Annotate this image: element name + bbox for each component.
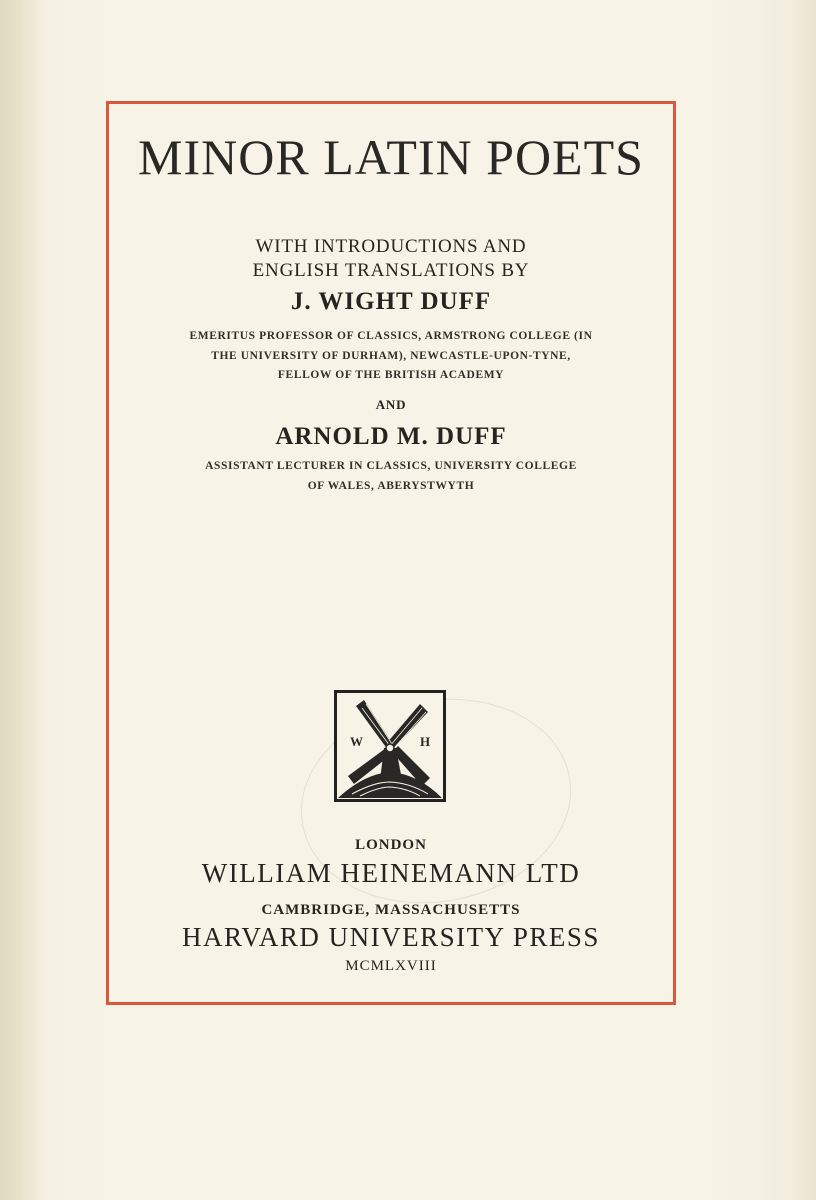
intro-line-1: WITH INTRODUCTIONS AND (255, 236, 527, 257)
logo-letter-right: H (420, 734, 431, 749)
author-1-name: J. WIGHT DUFF (290, 288, 492, 315)
author-1-affiliation-line-2: THE UNIVERSITY OF DURHAM), NEWCASTLE-UPON-TYNE, (211, 350, 571, 362)
imprint-publisher-2: HARVARD UNIVERSITY PRESS (182, 922, 600, 952)
author-2-affiliation-line-1: ASSISTANT LECTURER IN CLASSICS, UNIVERSITY COLLEGE (205, 460, 577, 472)
author-1-affiliation-line-1: EMERITUS PROFESSOR OF CLASSICS, ARMSTRONG COLLEGE (IN (189, 330, 593, 342)
author-1-affiliation-line-3: FELLOW OF THE BRITISH ACADEMY (277, 369, 505, 381)
windmill-icon (334, 690, 446, 802)
book-title: MINOR LATIN POETS (138, 129, 644, 185)
conjunction: AND (375, 397, 407, 412)
imprint-publisher-1: WILLIAM HEINEMANN LTD (201, 858, 581, 888)
binding-gutter (0, 0, 48, 1200)
author-2-affiliation-line-2: OF WALES, ABERYSTWYTH (307, 480, 475, 492)
imprint-city: LONDON (355, 837, 427, 853)
logo-letter-left: W (350, 734, 363, 749)
imprint-year: MCMLXVIII (345, 958, 437, 974)
author-2-name: ARNOLD M. DUFF (275, 423, 507, 450)
publisher-logo (334, 690, 446, 802)
intro-line-2: ENGLISH TRANSLATIONS BY (252, 260, 530, 281)
imprint-location-2: CAMBRIDGE, MASSACHUSETTS (261, 902, 521, 918)
